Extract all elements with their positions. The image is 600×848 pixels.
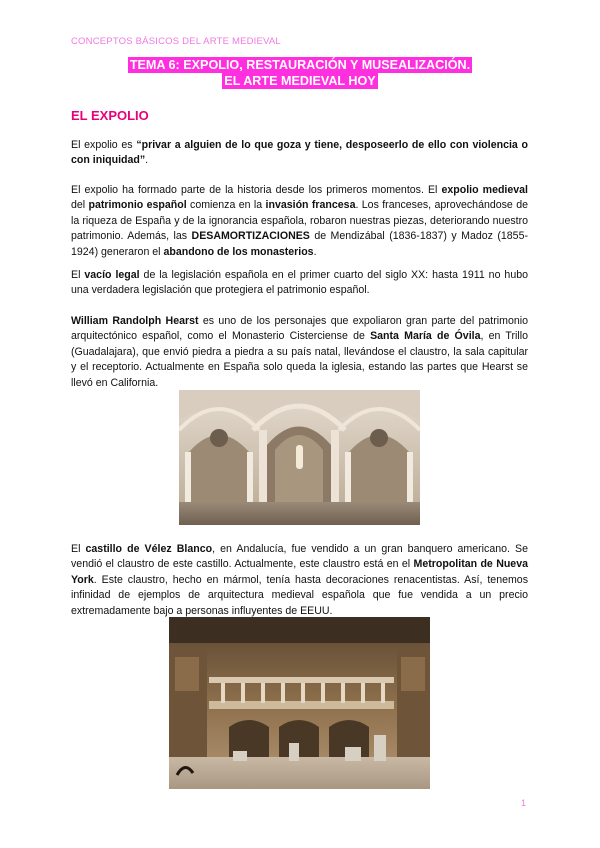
chapter-title-line-1: TEMA 6: EXPOLIO, RESTAURACIÓN Y MUSEALIZACIÓN. bbox=[129, 58, 471, 72]
running-header: CONCEPTOS BÁSICOS DEL ARTE MEDIEVAL bbox=[71, 36, 281, 47]
chapter-title bbox=[0, 57, 600, 89]
cloister-arches-photo bbox=[179, 390, 420, 525]
paragraph-definition: El expolio es “privar a alguien de lo que goza y tiene, desposeerlo de ello con violencia o con iniquidad”. bbox=[71, 139, 528, 167]
paragraph-history: El expolio ha formado parte de la historia desde los primeros momentos. El expolio medieval del patrimonio español comienza en la invasión francesa. Los franceses, aprovechándose de la riqueza de España y de la ignorancia española, robaron nuestras piezas, deteriorando nuestro patrimonio. Además, las DESAMORTIZACIONES de Mendizábal (1836-1837) y Madoz (1855-1924) generaron el abandono de los monasterios. bbox=[71, 184, 528, 258]
chapter-title-line-2: EL ARTE MEDIEVAL HOY bbox=[224, 74, 376, 88]
velez-blanco-patio-photo bbox=[169, 617, 430, 789]
paragraph-legal-vacuum: El vacío legal de la legislación española en el primer cuarto del siglo XX: hasta 1911 no hubo una verdadera legislación que protegiera el patrimonio español. bbox=[71, 269, 528, 297]
section-heading: EL EXPOLIO bbox=[71, 108, 149, 123]
paragraph-hearst: William Randolph Hearst es uno de los personajes que expoliaron gran parte del patrimonio arquitectónico español, como el Monasterio Cisterciense de Santa María de Óvila, en Trillo (Guadalajara), que envió piedra a piedra a su país natal, llevándose el claustro, la sala capitular y el receptorio. Actualmente en España solo queda la iglesia, estando las partes que Hearst se llevó en California. bbox=[71, 315, 528, 389]
page-number: 1 bbox=[521, 798, 527, 808]
paragraph-velez-blanco: El castillo de Vélez Blanco, en Andalucía, fue vendido a un gran banquero americano. Se vendió el claustro de este castillo. Actualmente, este claustro está en el Metropolitan de Nueva York. Este claustro, hecho en mármol, tenía hasta decoraciones renacentistas. Así, tenemos infinidad de ejemplos de arquitectura medieval española que fue vendida a un precio extremadamente bajo a personas influyentes de EEUU. bbox=[71, 543, 528, 617]
